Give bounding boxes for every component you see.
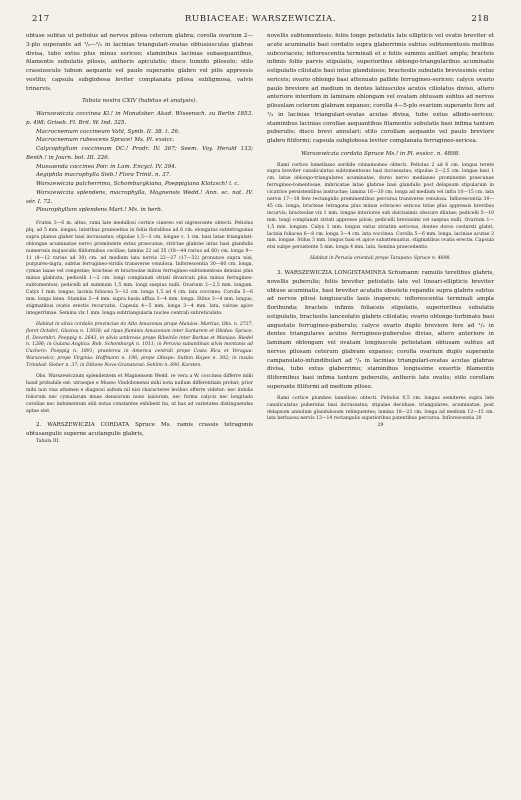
habitat-paragraph: Habitat in Peruvia orientali prope Tarapoto: Spruce n. 4898. [310,256,451,262]
synonym: Warszewiczia cordata Spruce Ms.! in Pl. exsicc. n. 4898. [301,150,460,157]
description-paragraph: Rami cortice plumbeo lamelloso obtecti. Petiolus 0,5 cm. longus semiteres supra late canaliculatus puberulus basi incrassatus; stipulae deciduae, triangulares, acuminatae, post delapsum annulum glandulosum relinquentes; lamina 18—23 cm. longa ad medium 12—15 cm. lata herbacea nervis 13—14 rectangulis superioribus patentibus percursa. Inflorescentia 20 [267,395,494,422]
plate-reference: Tabula III. [36,438,60,444]
synonym: Warszewiczia splendens, macrophylla, Magnensis Wedd.! Ann. sc. nat. IV. sér. I. 72. [26,189,253,205]
plate-reference: Tabula nostra CXIV (habitus et analysis). [82,98,197,105]
page-number-right: 218 [471,14,489,24]
synonym: Macrocnemum coccineum Vahl, Symb. II. 38. t. 26. [36,128,180,135]
running-title: RUBIACEAE: WARSZEWICZIA. [184,14,337,24]
synonym: Warszewiczia coccinea Kl.! in Monatsber. Akad. Wissensch. zu Berlin 1853. p. 498; Griseb. Fl. Brit. W. Ind. 325. [26,111,253,126]
synonym: Aegiphila macrophylla Sieb.! Flora Trinit. n. 37. [36,172,171,179]
description-paragraph: Frutex 3—6 m. altus, rami late medullosi cortice cinereo vel nigrescente obtecti. Petiolus plq. ad 5 mm. longus, lateribus pruinoetius in foliis floralibus ad 6 cm. elongatus subtetragonus supra planus glaber basi incrassatus; stipulae 1,5—3 cm. longae c. 1 cm. basi latae triangulari-oblongae acuminatae nervo prominente extus praecunae, strictae glabrae intus basi glandulis numerosis majusculis filiformibus ceciliae; lamina 22 ad 35 (18—44 rarius ad 60) cm. longa 9—11 (8—12 rarius ad 30) cm. ad medium lata nervis 22—27 (17—32) pronunce supra nisi, purpureo-nigra, subtus ferrugineo-viridis transverse venulosa. Inflorescentia 30—60 cm. longa, cymae laxae vel congestae; bracteae et bracteolae minus ferrugineo-subtomentosa densius plus minus glabrata; pedicelli 1—2 cm. longi complanati striati divaricati plus minus ferrugineo-subtomentosi; pedicelli ad summum 1,5 mm. longi saepius nulli. Ovarium 2—2,5 mm. longum. Calyx 1 mm. longus, lacinia foliacea 5—12 cm. longa 1,5 ad 4 cm. lata coccinea. Corolla 5—6 mm. longa latea. Stamina 2—4 mm. supra basin affixa 3—4 mm. longa. Stilus 3—4 mm. longus, stigmatibus ovatis erectis recurvatis. Capsula 4—5 mm. longa 3—4 mm. lata, valvae apice integerrimae. Semina vix 1 mm. longa subtriangularia nucleo centrali subreticulato. [26,221,253,316]
synonym: Mussaenda coccinea Poir. in Lam. Encycl. IV. 394. [36,163,177,170]
synonym: Warszewiczia pulcherrima, Schomburgkiana, Poeppigiana Klotzsch! l. c. [36,181,240,187]
left-column [26,32,253,446]
species-heading: 3. WARSZEWICZIA LONGISTAMINEA Schumann: ramulis teretibus glabris, novellis puberulis; foliis breviter petiolatis late vel lineari-ellipticis breviter obtuse acuminatis, basi breviter acutatis obsolete repandis supra glabris subtus ad nervos pilosi longiusculis laxis inspersis; inflorescentia terminali ampla floribunda; bracteis infimis foliaceis stipulatis, superioribus subulatis estipulatis, bracteolis lanceolatis glabris ciliolatis; ovario oblongo-turbinato basi angustato ferrugineo-puberulo; calyce ovario duplo breviore fere ad ¹/₂ in dentes triangulares acutos ferrugineo-puberulos diviso, altero anteriore in laminam oblongam vel ovatam longiuscule petiolatam obtusam subtus ad nervos pilosam ceterum glabram expanso; corolla ovarium duplo superante campanulato-infundibulari ad ¹/₃ in lacinias triangulari-ovatas acutas glabras divisa, tubo extus glaberrimo; staminibus longissime exsertis filamentis filiformibus basi infima tantum puberulis, antheris late ovatis; stilo corollam superante filiformi ad medium piloso. [267,270,494,390]
page-number-left: 217 [32,14,50,24]
description-paragraph: Rami cortice lumellasso sordide cinnamomeo obtecti. Petiolus 2 ad 6 cm. longus terete supra breviter canaliculatus subtomentosus basi incrassatus; stipulae 2—2,5 cm. longae basi 1 cm. latae oblongo-triangulares acuminatae, dorso nervo medianeo prominente praecunae ferrugineo-tomentosae, imbricatae latae glabrae basi glandulis post delapsum stipularum in cicatrice persistentibus instructae; lamina 16—30 cm. longa ad medium vel infra 10—15 cm. lata nervis 17—18 fere rectangulis prominentibus percursa transverse venulosa. Inflorescentia 30—45 cm. longa; bracteae tetragona plus minus ochraceo sericea totae plus appressis brevibus incurvis; bracteolae vix 1 mm. longae interiores sub dulcissimis obscure dilutae; pedicelli 5—10 mm. longi complanati striati appresse pilosi; pedicelli brevissimi vel saepius nulli. Ovarium 1—1,5 mm. longum. Calyx 1 mm. longus extus striatim sericeus, dentes dorso costarsti glabri, lacinia foliacea 6—8 cm. longa 3—4 cm. lata coccinea. Corolla 5—6 mm. longa, laciniae acutae 2 mm. longae. Stilus 3 mm. longus basi et apice subattenuatus, stigmatibus ovatis erectis. Capsula etsi subpe persistente 5 mm. longa 4 mm. lata. Semina praecedentis. [267,162,494,251]
diagnosis-continued: obtuse subtus ut petiolus ad nervos pilosa ceterum glabra; corolla ovarium 2—3-plo superante ad ¹/₃—²/₅ in lacinias triangulari-ovatas obtusiusculas glabras divisa, tubo extus plus minus sericeo; staminibus lacinias subaequantibus, filamentis subulatis pilosis, antheris apiculatis; disco tumido pilosulo; stilo crassiusculo tubum aequante vel paulo superante glabro vel pilis appressis vestito; capsula subglobosa leviter complanata pilosa subligmosa, valvis trinervis. [26,33,253,92]
synonym: Pleurophyllum splendens Mart.! Ms. in herb. [36,207,163,214]
habitat-paragraph: Habitat in silvis cordalis provinciae do Alto Amazonas prope Manáos: Martius, Obs. n. 2737, floret Octobri, Glaziou n. 13938; ad ripas fluminis Amazonum inter Santarem et Obidos: Spruce, fl. Decembri, Poeppig n. 2643, in silvis umbrosis prope Ribeirão inter Barbas et Manáos: Riedel n. 1286; in Guiana Anglica: Rob. Schomburgk n. 1011; in Peruvia subandinas silvis montanis ad Cuchero: Poeppig n. 1891; praeterea in America centrali prope Costa Rica et Veragua: Warscewicz; prope Virginia: Hoffmann n. 196; prope Obispo: Sutton Hayes n. 302; in insula Trinidad: Sieber n. 37; in Ditione Novo-Granatensi: Sehlim n. 690, Karsten. [26,321,253,369]
signature-number: 29 [377,423,384,429]
observation-paragraph: Obs. Warszewiczium splendentem et Magnensem Wedd. re vera a W. coccinea differre mihi haud probabile est: utraeque e Museo Vindobonensi mihi nota nullum differentiam probat; prior mihi non visa attamen e diagnosi saltem nil nisi characteres levibus offerre videtur: nec indolis foliorum nec cymularum mnae densiorum nono laxiorum, nec forma calycis nec longitudo corollae nec indumentum stili notas constantes exhibent ita, ut has ad varietates distinguendas aptae sint. [26,374,253,414]
diagnosis-continued: novellis subtomentosis; foliis longe petiolatis late ellipticis vel ovatis breviter et acute acuminatis basi cordatis supra glaberrimis subtus subtomentosis molibus subcoriaceis; inflorescentia terminali et e foliis summis axillari ampla; bracteis infimis foliis parvis stipulatis, superioribus oblongo-triangularibus acuminatis estipulatis ciliolatis basi intus glandulosis; bracteolis subulatis brevissimis extus sericeis; ovario oblongo basi attenuato pallide ferrugineo-sericeo; calyce ovario paulo breviore ad medium in dentes latiusculos acutos ciliolatos diviso, altero anteriore interdum in laminam oblongam vel ovatam obtusam subtus ad nervos pilosulam ceterum glabram expanso; corolla 4—5-plo ovarium superante fere ad ¹/₃ in lacinias triangulari-ovatas acutas divisa, tubo extus albido-sericeo; staminibus lacinias corollae aequantibus filamentis subulatis basi infima tantum puberulis; disco brevi annulari; stilo corollam aequante vel paulo breviore glabro filiformi; capsula subglobosa leviter complanata ferrugineo-sericea. [267,33,494,144]
running-head [26,14,495,28]
species-heading: 2. WARSZEWICZIA CORDATA Spruce Ms. ramis crassis tetragonis obtusangulis superne acutangulis glabris, [26,422,253,438]
text-columns [26,32,495,446]
right-column [267,32,494,446]
synonym: Macrocnemum rubescens Spruce! Ms. Pl. exsicc. [36,137,175,144]
synonym: Calycophyllum coccineum DC.! Prodr. IV. 367; Seem. Voy. Herald 133; Benth.! in Journ. bot. III. 226. [26,146,253,161]
